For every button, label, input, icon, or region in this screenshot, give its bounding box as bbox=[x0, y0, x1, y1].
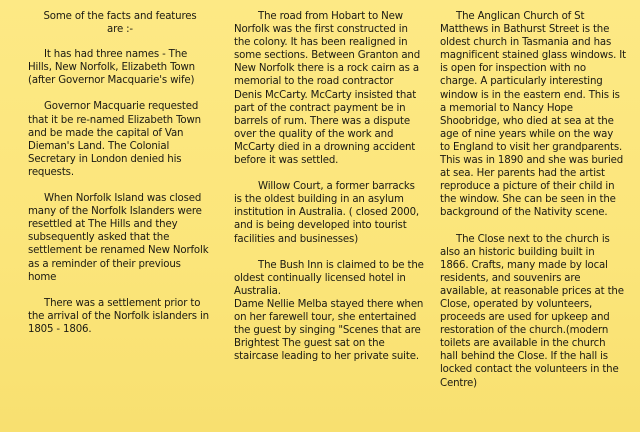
paragraph-willow-court-text: Willow Court, a former barracks is the oldest building in an asylum institution in Australia. ( closed 2000, and is being developed into tourist facilities and businesses) bbox=[234, 181, 420, 245]
column-right bbox=[440, 10, 626, 403]
heading-line-1: Some of the facts and features bbox=[43, 11, 197, 22]
paragraph-prior-settlement bbox=[28, 297, 212, 336]
paragraph-road bbox=[234, 10, 424, 167]
paragraph-st-matthews bbox=[440, 10, 626, 220]
paragraph-macquarie-text: Governor Macquarie requested that it be re-named Elizabeth Town and be made the capital of Van Dieman's Land. The Colonial Secretary in London denied his requests. bbox=[28, 101, 201, 178]
paragraph-the-close bbox=[440, 233, 626, 390]
paragraph-norfolk-island bbox=[28, 192, 212, 284]
paragraph-willow-court bbox=[234, 180, 424, 245]
paragraph-st-matthews-text: The Anglican Church of St Matthews in Bathurst Street is the oldest church in Tasmania and has magnificent stained glass windows. It is open for inspection with no charge. A particularly interesting window is in the eastern end. This is a memorial to Nancy Hope Shoobridge, who died at sea at the age of nine years while on the way to England to visit her grandparents. This was in 1890 and she was buried at sea. Her parents had the artist reproduce a picture of their child in the window. She can be seen in the background of the Nativity scene. bbox=[440, 11, 626, 219]
paragraph-nellie-melba-text: Dame Nellie Melba stayed there when on her farewell tour, she entertained the guest by singing "Scenes that are Brightest The guest sat on the staircase leading to her private suite. bbox=[234, 298, 424, 363]
paragraph-bush-inn-text: The Bush Inn is claimed to be the oldest continually licensed hotel in Australia. bbox=[234, 259, 424, 297]
column-left bbox=[28, 10, 212, 349]
paragraph-names-text: It has had three names - The Hills, New Norfolk, Elizabeth Town (after Governor Macquarie's wife) bbox=[28, 49, 195, 87]
paragraph-nellie-melba bbox=[234, 298, 424, 363]
column-middle bbox=[234, 10, 424, 376]
heading-line-2: are :- bbox=[107, 24, 133, 36]
paragraph-road-text: The road from Hobart to New Norfolk was the first constructed in the colony. It has been realigned in some sections. Between Granton and New Norfolk there is a rock cairn as a memorial to the road contractor Denis McCarty. McCarty insisted that part of the contract payment be in barrels of rum. There was a dispute over the quality of the work and McCarty died in a drowning accident before it was settled. bbox=[234, 11, 421, 167]
facts-heading bbox=[28, 10, 212, 36]
paragraph-norfolk-island-text: When Norfolk Island was closed many of the Norfolk Islanders were resettled at The Hills and they subsequently asked that the settlement be renamed New Norfolk as a reminder of their previous home bbox=[28, 193, 209, 283]
paragraph-bush-inn bbox=[234, 259, 424, 298]
paragraph-the-close-text: The Close next to the church is also an historic building built in 1866. Crafts, many made by local residents, and souvenirs are available, at reasonable prices at the Close, operated by volunteers, proceeds are used for upkeep and restoration of the church.(modern toilets are available in the church hall behind the Close. If the hall is locked contact the volunteers in the Centre) bbox=[440, 233, 624, 389]
paragraph-names bbox=[28, 48, 212, 87]
paragraph-prior-settlement-text: There was a settlement prior to the arrival of the Norfolk islanders in 1805 - 1806. bbox=[28, 297, 209, 335]
paragraph-macquarie bbox=[28, 100, 212, 179]
